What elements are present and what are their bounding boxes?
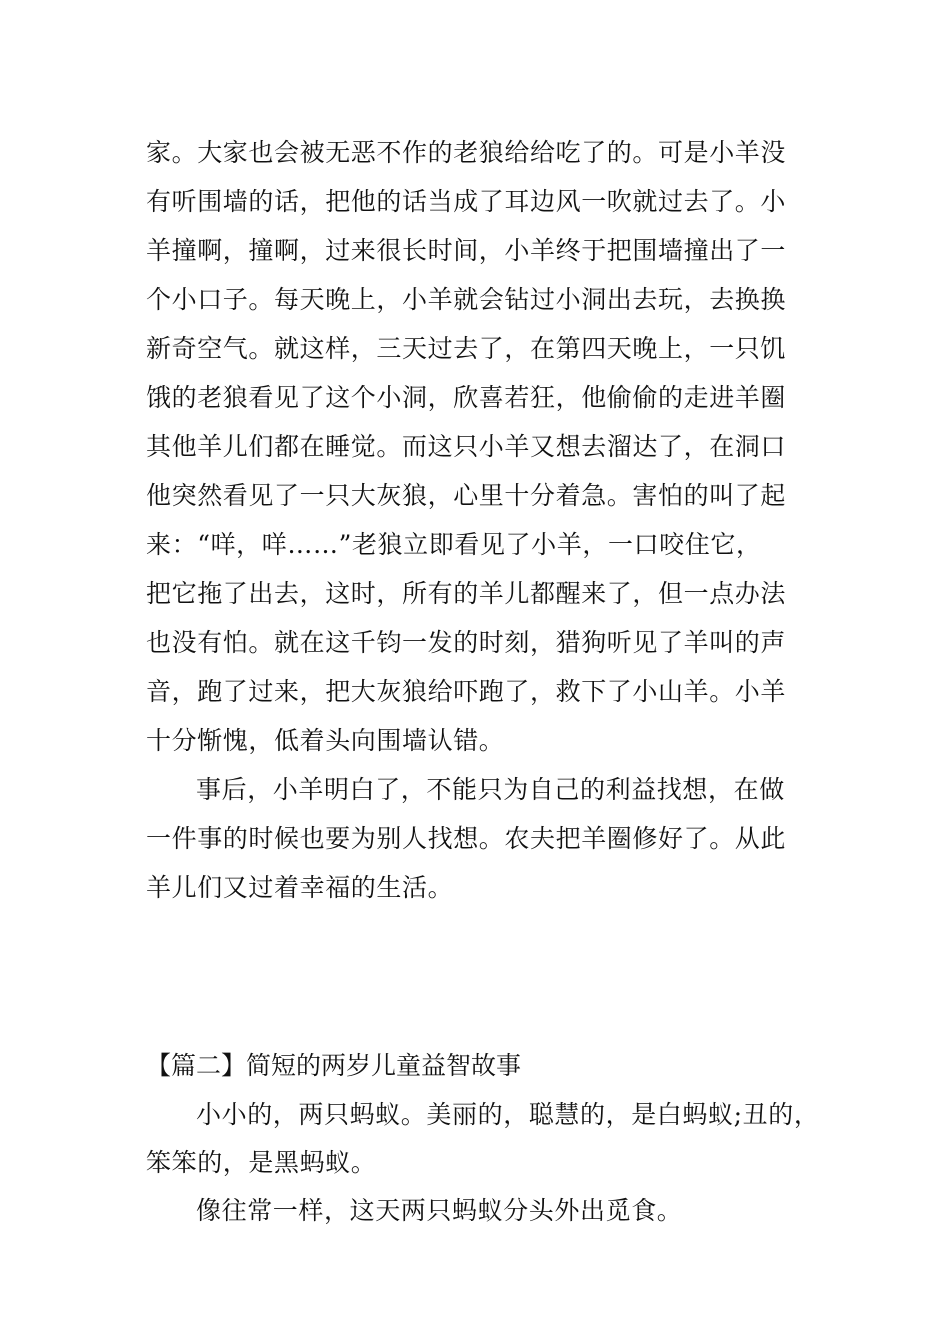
text-line: 也没有怕。就在这千钧一发的时刻，猎狗听见了羊叫的声 (146, 628, 787, 657)
text-line: 笨笨的，是黑蚂蚁。 (146, 1148, 377, 1177)
text-line: 来：“咩，咩……”老狼立即看见了小羊，一口咬住它， (146, 530, 762, 559)
text-line: 他突然看见了一只大灰狼，心里十分着急。害怕的叫了起 (146, 481, 787, 510)
text-line: 小小的，两只蚂蚁。美丽的，聪慧的，是白蚂蚁;丑的， (196, 1100, 820, 1129)
text-line: 饿的老狼看见了这个小洞，欣喜若狂，他偷偷的走进羊圈 (146, 383, 787, 412)
text-line: 像往常一样，这天两只蚂蚁分头外出觅食。 (196, 1196, 683, 1225)
story2-paragraph-1 (146, 1091, 826, 1187)
text-line: 家。大家也会被无恶不作的老狼给给吃了的。可是小羊没 (146, 138, 787, 167)
text-line: 有听围墙的话，把他的话当成了耳边风一吹就过去了。小 (146, 187, 787, 216)
text-line: 事后，小羊明白了，不能只为自己的利益找想，在做 (196, 775, 785, 804)
text-line: 十分惭愧，低着头向围墙认错。 (146, 726, 505, 755)
section-spacer (146, 912, 826, 1040)
section-heading: 【篇二】简短的两岁儿童益智故事 (146, 1051, 522, 1080)
story1-paragraph-2 (146, 765, 826, 912)
text-line: 羊撞啊，撞啊，过来很长时间，小羊终于把围墙撞出了一 (146, 236, 787, 265)
text-line: 一件事的时候也要为别人找想。农夫把羊圈修好了。从此 (146, 824, 787, 853)
text-line: 其他羊儿们都在睡觉。而这只小羊又想去溜达了，在洞口 (146, 432, 787, 461)
story2-paragraph-2 (146, 1187, 826, 1235)
text-line: 羊儿们又过着幸福的生活。 (146, 873, 454, 902)
text-line: 个小口子。每天晚上，小羊就会钻过小洞出去玩，去换换 (146, 285, 787, 314)
text-line: 音，跑了过来，把大灰狼给吓跑了，救下了小山羊。小羊 (146, 677, 787, 706)
document-page (146, 128, 826, 1235)
text-line: 把它拖了出去，这时，所有的羊儿都醒来了，但一点办法 (146, 579, 787, 608)
story1-paragraph-1 (146, 128, 826, 765)
text-line: 新奇空气。就这样，三天过去了，在第四天晚上，一只饥 (146, 334, 787, 363)
